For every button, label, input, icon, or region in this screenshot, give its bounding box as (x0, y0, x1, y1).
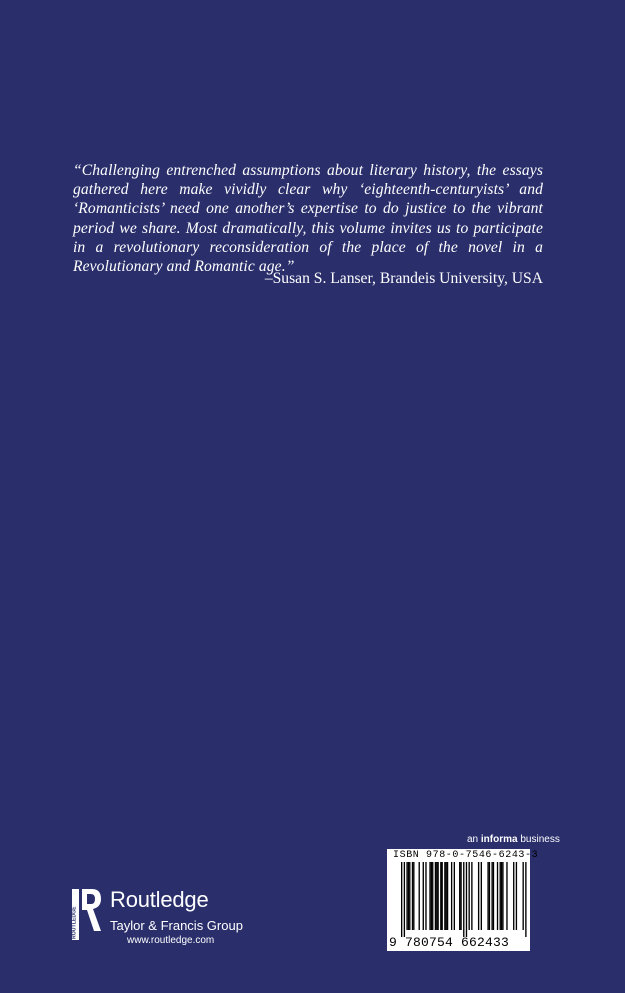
barcode-bar (437, 862, 438, 930)
barcode-bar (506, 862, 507, 930)
barcode-bar (404, 862, 405, 937)
barcode-bar (406, 862, 407, 930)
barcode-bars (390, 862, 527, 937)
barcode-bar (413, 862, 414, 930)
barcode-bar (436, 862, 437, 930)
barcode-bar (409, 862, 410, 930)
barcode-bar (444, 862, 445, 930)
barcode-bar (429, 862, 430, 930)
barcode-bar (487, 862, 488, 930)
barcode-bar (478, 862, 479, 930)
isbn-label: ISBN 978-0-7546-6243-3 (393, 850, 539, 861)
informa-prefix: an (467, 834, 481, 845)
barcode-bar (491, 862, 492, 930)
routledge-r-icon (72, 887, 104, 942)
barcode-bar (440, 862, 441, 930)
barcode-bar (525, 862, 526, 937)
barcode-bar (463, 862, 464, 937)
barcode-bar (432, 862, 433, 930)
barcode-bar (431, 862, 432, 930)
informa-suffix: business (517, 834, 560, 845)
barcode-bar (523, 862, 524, 930)
barcode-bar (501, 862, 502, 930)
barcode-bar (516, 862, 517, 930)
barcode-bar (412, 862, 413, 930)
barcode-bar (442, 862, 443, 930)
isbn-barcode (387, 849, 539, 951)
barcode-number: 9 780754 662433 (389, 935, 510, 950)
barcode-bar (451, 862, 452, 930)
barcode-bar (489, 862, 490, 930)
informa-brand: informa (480, 834, 518, 845)
barcode-bar (460, 862, 461, 930)
barcode-bar (401, 862, 402, 937)
barcode-bar (423, 862, 424, 930)
publisher-name: Routledge (110, 887, 209, 912)
barcode-bar (513, 862, 514, 930)
barcode-bar (435, 862, 436, 930)
barcode-bar (493, 862, 494, 930)
quote-attribution: –Susan S. Lanser, Brandeis University, USA (264, 270, 543, 287)
barcode-bar (471, 862, 472, 930)
publisher-group: Taylor & Francis Group (110, 918, 243, 933)
informa-tagline (467, 834, 560, 845)
barcode-bar (408, 862, 409, 930)
barcode-bar (459, 862, 460, 930)
review-quote: “Challenging entrenched assumptions about literary history, the essays gathered here make vividly clear why ‘eighteenth-centuryists’ and ‘Romanticists’ need one another’s expertise to do justice to the vibrant period we share. Most dramatically, this volume invites us to participate in a revolutionary reconsideration of the place of the novel in a Revolutionary and Romantic age.” (73, 162, 543, 276)
barcode-bar (454, 862, 455, 930)
barcode-bar (425, 862, 426, 930)
barcode-bar (481, 862, 482, 930)
barcode-bar (502, 862, 503, 930)
barcode-bar (497, 862, 498, 930)
logo-vertical-text: ROUTLEDGE (72, 906, 78, 939)
publisher-logo (72, 887, 332, 946)
barcode-bar (466, 862, 467, 937)
barcode-bar (469, 862, 470, 930)
barcode-bar (446, 862, 447, 930)
barcode-bar (447, 862, 448, 930)
publisher-url: www.routledge.com (127, 935, 215, 946)
barcode-bar (500, 862, 501, 930)
barcode-bar (419, 862, 420, 930)
